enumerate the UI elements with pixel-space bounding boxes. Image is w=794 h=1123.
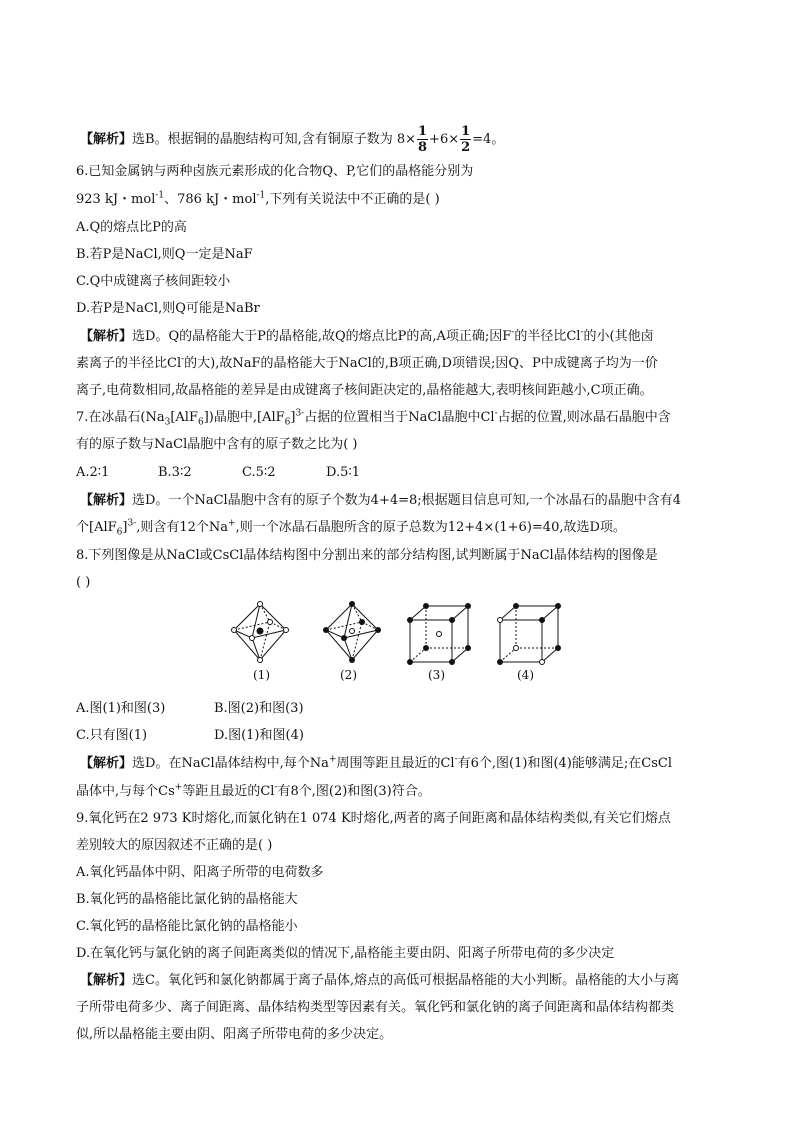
q6-option-d: D.若P是NaCl,则Q可能是NaBr [76, 301, 260, 316]
q8-options-row1 [76, 699, 726, 719]
q9-analysis-line2: 子所带电荷多少、离子间距离、晶体结构类型等因素有关。氧化钙和氯化钠的离子间距离和晶体结构都类 [76, 1000, 675, 1015]
q7-analysis-line1: 【解析】选D。一个NaCl晶胞中含有的原子个数为4+4=8;根据题目信息可知,一个冰晶石的晶胞中含有4 [80, 493, 682, 508]
q6-option-c: C.Q中成键离子核间距较小 [76, 274, 231, 289]
q6-analysis-line1: 【解析】选D。Q的晶格能大于P的晶格能,故Q的熔点比P的高,A项正确;因F-的半径比Cl-的小(其他卤 [80, 327, 654, 344]
q7-option-b: B.3∶2 [158, 465, 192, 480]
figure-caption-4: (4) [517, 668, 534, 682]
figure-3-cube [407, 603, 471, 665]
q6-option-b: B.若P是NaCl,则Q一定是NaF [76, 247, 253, 262]
q8-stem-line1: 8.下列图像是从NaCl或CsCl晶体结构图中分割出来的部分结构图,试判断属于NaCl晶体结构的图像是 [76, 548, 658, 563]
q6-option-a: A.Q的熔点比P的高 [76, 220, 187, 235]
q8-options-row2 [76, 726, 726, 746]
q9-option-d: D.在氧化钙与氯化钠的离子间距离类似的情况下,晶格能主要由阴、阳离子所带电荷的多少决定 [76, 946, 615, 961]
q7-option-a: A.2∶1 [76, 465, 110, 480]
q9-stem-line2: 差别较大的原因叙述不正确的是( ) [76, 838, 273, 853]
q5-analysis: 【解析】选B。根据铜的晶胞结构可知,含有铜原子数为 8× $\frac{1}{8}$ +6× $\frac{1}{2}$ =4。 [80, 124, 505, 155]
q7-stem-line1: 7.在冰晶石$(Na_3[AlF_6])$晶胞中$,[AlF_6]^{3-}$占据的位置相当于NaCl晶胞中Cl-占据的位置,则冰晶石晶胞中含 [76, 408, 671, 428]
q6-stem-line1: 6.已知金属钠与两种卤族元素形成的化合物Q、P,它们的晶格能分别为 [76, 164, 474, 179]
q6-analysis-line3: 离子,电荷数相同,故晶格能的差异是由成键离子核间距决定的,晶格能越大,表明核间距越小,C项正确。 [76, 383, 653, 398]
q7-option-d: D.5∶1 [326, 465, 361, 480]
q6-analysis-line2: 素离子的半径比Cl-的大),故NaF的晶格能大于NaCl的,B项正确,D项错误;因Q、P中成键离子均为一价 [76, 354, 658, 371]
figure-caption-1: (1) [253, 668, 270, 682]
q9-option-c: C.氧化钙的晶格能比氯化钠的晶格能小 [76, 919, 298, 934]
q9-stem-line1: 9.氧化钙在2 973 K时熔化,而氯化钠在1 074 K时熔化,两者的离子间距离和晶体结构类似,有关它们熔点 [76, 811, 671, 826]
fraction-1-8: $\frac{1}{8}$ [418, 124, 428, 155]
figure-1-octahedron [232, 602, 289, 663]
q8-option-d: D.图(1)和图(4) [214, 728, 304, 743]
analysis-label: 【解析】 [80, 132, 133, 147]
q9-analysis-line3: 似,所以晶格能主要由阴、阳离子所带电荷的多少决定。 [76, 1027, 393, 1042]
q6-stem-line2: 923 kJ・mol$^{-1}$、786 kJ・mol$^{-1}$,下列有关说法中不正确的是( ) [76, 190, 440, 207]
q8-analysis-line1: 【解析】选D。在NaCl晶体结构中,每个Na+周围等距且最近的Cl-有6个,图(1)和图(4)能够满足;在CsCl [80, 754, 672, 771]
q9-option-a: A.氧化钙晶体中阴、阳离子所带的电荷数多 [76, 865, 324, 880]
q8-stem-line2: ( ) [76, 575, 91, 590]
figure-caption-3: (3) [428, 668, 445, 682]
q7-analysis-line2: 个$[AlF_6]^{3-}$,则含有12个Na+,则一个冰晶石晶胞所含的原子总数为12+4×(1+6)=40,故选D项。 [76, 518, 626, 538]
q8-option-c: C.只有图(1) [76, 728, 148, 743]
figure-caption-2: (2) [340, 668, 357, 682]
q7-option-c: C.5∶2 [242, 465, 276, 480]
q8-analysis-line2: 晶体中,与每个Cs+等距且最近的Cl-有8个,图(2)和图(3)符合。 [76, 782, 431, 799]
q9-analysis-line1: 【解析】选C。氧化钙和氯化钠都属于离子晶体,熔点的高低可根据晶格能的大小判断。晶格能的大小与离 [80, 973, 680, 988]
q9-option-b: B.氧化钙的晶格能比氯化钠的晶格能大 [76, 892, 298, 907]
q8-option-b: B.图(2)和图(3) [214, 701, 304, 716]
fraction-1-2: $\frac{1}{2}$ [461, 124, 471, 155]
q7-options [76, 463, 726, 483]
figure-2-octahedron [323, 601, 381, 663]
figure-4-cube [497, 603, 561, 665]
q8-option-a: A.图(1)和图(3) [76, 701, 166, 716]
q7-stem-line2: 有的原子数与NaCl晶胞中含有的原子数之比为( ) [76, 437, 358, 452]
